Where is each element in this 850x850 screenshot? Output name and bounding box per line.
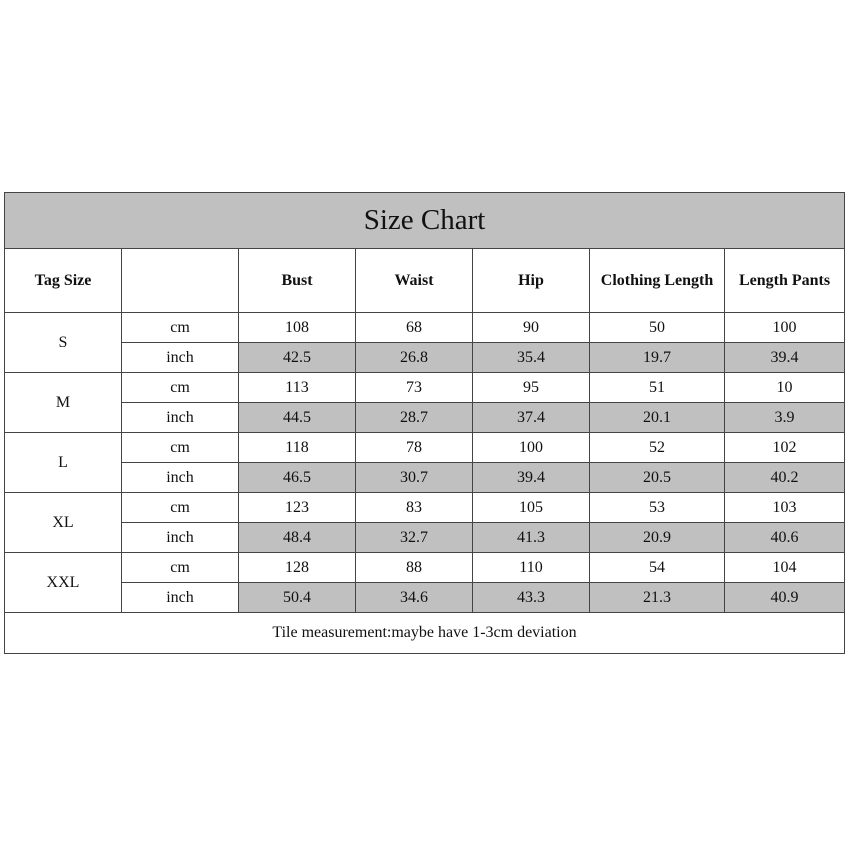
- tag-size-cell: S: [5, 313, 122, 373]
- measurement-note: Tile measurement:maybe have 1-3cm deviation: [5, 613, 845, 654]
- waist-cell: 30.7: [356, 463, 473, 493]
- waist-cell: 34.6: [356, 583, 473, 613]
- table-row: [5, 313, 845, 343]
- hip-cell: 41.3: [473, 523, 590, 553]
- length-pants-cell: 103: [725, 493, 845, 523]
- table-row: [5, 433, 845, 463]
- header-unit: [122, 249, 239, 313]
- header-bust: Bust: [239, 249, 356, 313]
- table-row: [5, 583, 845, 613]
- tag-size-cell: XL: [5, 493, 122, 553]
- unit-cell: inch: [122, 523, 239, 553]
- bust-cell: 48.4: [239, 523, 356, 553]
- bust-cell: 50.4: [239, 583, 356, 613]
- bust-cell: 118: [239, 433, 356, 463]
- waist-cell: 68: [356, 313, 473, 343]
- waist-cell: 73: [356, 373, 473, 403]
- length-pants-cell: 40.2: [725, 463, 845, 493]
- unit-cell: cm: [122, 553, 239, 583]
- tag-size-cell: XXL: [5, 553, 122, 613]
- hip-cell: 100: [473, 433, 590, 463]
- size-chart-table: [4, 192, 845, 654]
- clothing-length-cell: 21.3: [590, 583, 725, 613]
- table-row: [5, 553, 845, 583]
- length-pants-cell: 102: [725, 433, 845, 463]
- unit-cell: cm: [122, 373, 239, 403]
- header-length-pants: Length Pants: [725, 249, 845, 313]
- length-pants-cell: 3.9: [725, 403, 845, 433]
- waist-cell: 88: [356, 553, 473, 583]
- hip-cell: 43.3: [473, 583, 590, 613]
- hip-cell: 110: [473, 553, 590, 583]
- bust-cell: 46.5: [239, 463, 356, 493]
- header-tag-size: Tag Size: [5, 249, 122, 313]
- table-row: [5, 493, 845, 523]
- clothing-length-cell: 52: [590, 433, 725, 463]
- chart-title: Size Chart: [5, 193, 845, 249]
- bust-cell: 108: [239, 313, 356, 343]
- clothing-length-cell: 54: [590, 553, 725, 583]
- unit-cell: cm: [122, 433, 239, 463]
- table-row: [5, 403, 845, 433]
- bust-cell: 44.5: [239, 403, 356, 433]
- length-pants-cell: 39.4: [725, 343, 845, 373]
- waist-cell: 78: [356, 433, 473, 463]
- unit-cell: cm: [122, 313, 239, 343]
- hip-cell: 105: [473, 493, 590, 523]
- tag-size-cell: M: [5, 373, 122, 433]
- unit-cell: inch: [122, 583, 239, 613]
- length-pants-cell: 10: [725, 373, 845, 403]
- clothing-length-cell: 20.1: [590, 403, 725, 433]
- tag-size-cell: L: [5, 433, 122, 493]
- hip-cell: 95: [473, 373, 590, 403]
- clothing-length-cell: 51: [590, 373, 725, 403]
- unit-cell: cm: [122, 493, 239, 523]
- header-waist: Waist: [356, 249, 473, 313]
- header-clothing-length: Clothing Length: [590, 249, 725, 313]
- bust-cell: 128: [239, 553, 356, 583]
- clothing-length-cell: 20.5: [590, 463, 725, 493]
- length-pants-cell: 40.6: [725, 523, 845, 553]
- hip-cell: 90: [473, 313, 590, 343]
- length-pants-cell: 104: [725, 553, 845, 583]
- table-row: [5, 343, 845, 373]
- bust-cell: 123: [239, 493, 356, 523]
- bust-cell: 113: [239, 373, 356, 403]
- table-row: [5, 463, 845, 493]
- unit-cell: inch: [122, 463, 239, 493]
- unit-cell: inch: [122, 343, 239, 373]
- bust-cell: 42.5: [239, 343, 356, 373]
- hip-cell: 35.4: [473, 343, 590, 373]
- clothing-length-cell: 53: [590, 493, 725, 523]
- clothing-length-cell: 19.7: [590, 343, 725, 373]
- waist-cell: 28.7: [356, 403, 473, 433]
- waist-cell: 26.8: [356, 343, 473, 373]
- hip-cell: 39.4: [473, 463, 590, 493]
- length-pants-cell: 100: [725, 313, 845, 343]
- table-row: [5, 373, 845, 403]
- clothing-length-cell: 50: [590, 313, 725, 343]
- clothing-length-cell: 20.9: [590, 523, 725, 553]
- header-hip: Hip: [473, 249, 590, 313]
- length-pants-cell: 40.9: [725, 583, 845, 613]
- hip-cell: 37.4: [473, 403, 590, 433]
- unit-cell: inch: [122, 403, 239, 433]
- waist-cell: 83: [356, 493, 473, 523]
- table-row: [5, 523, 845, 553]
- waist-cell: 32.7: [356, 523, 473, 553]
